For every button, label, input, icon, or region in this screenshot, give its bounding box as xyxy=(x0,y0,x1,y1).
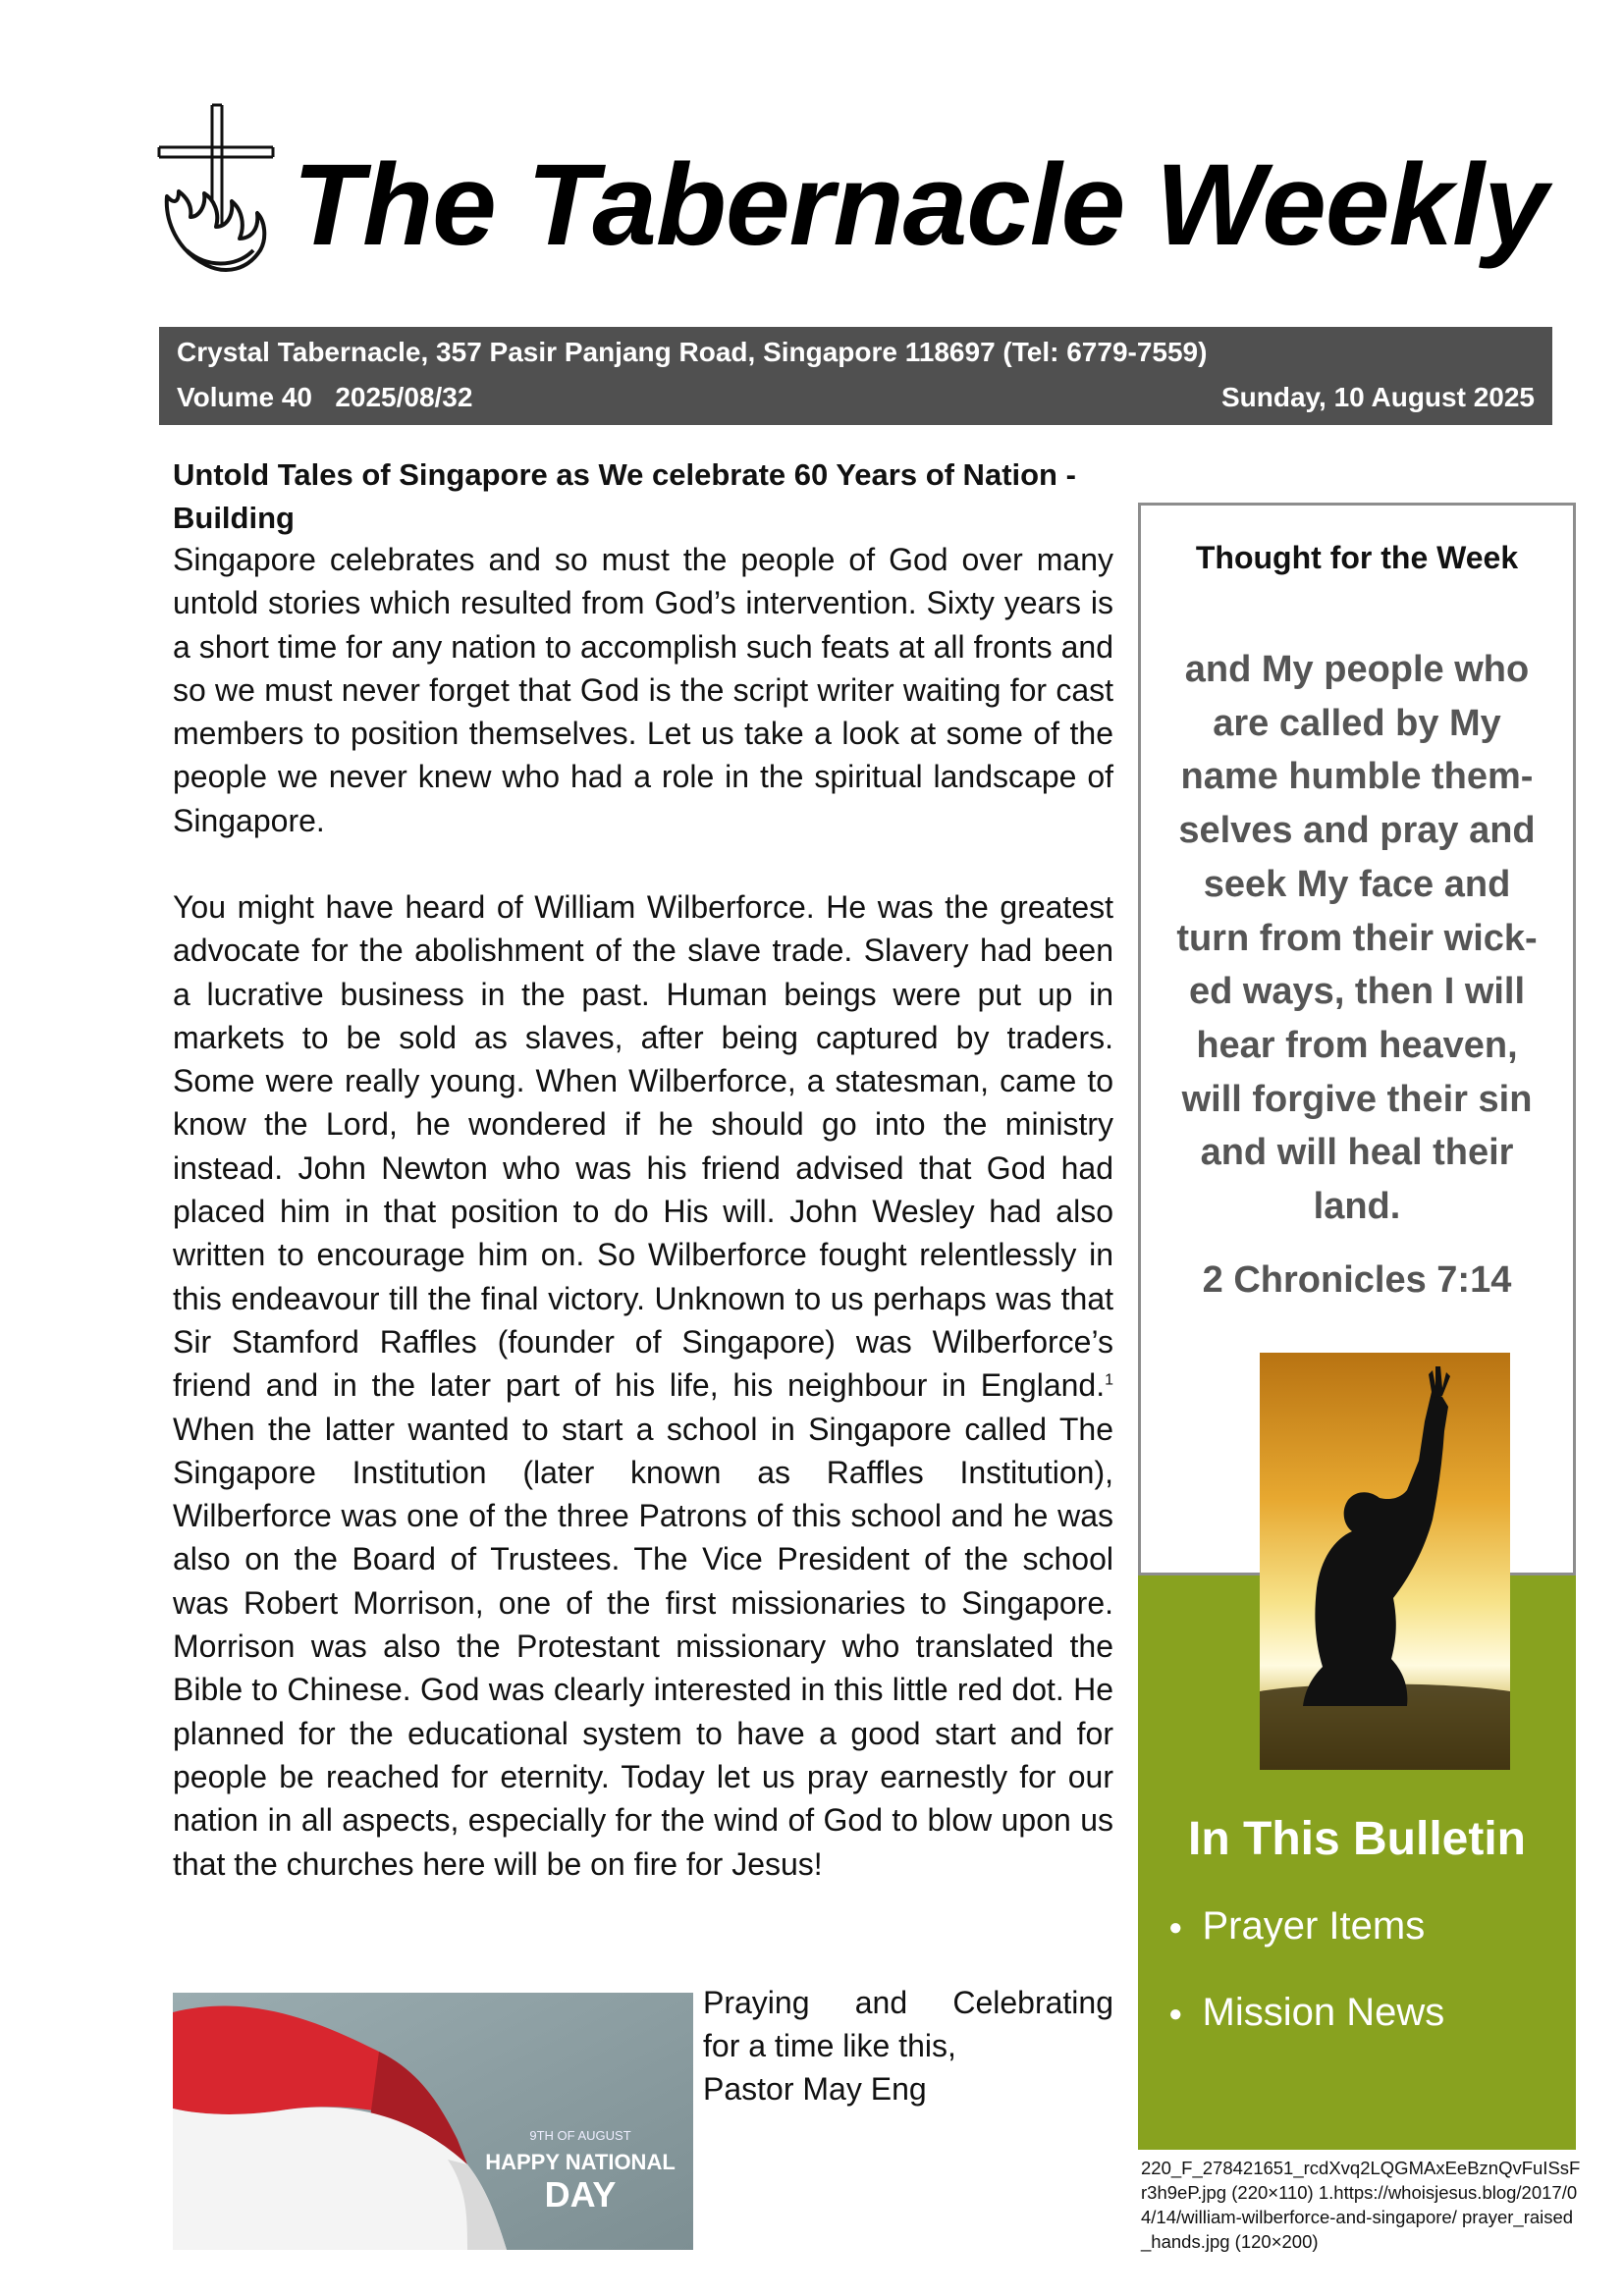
bulletin-item-mission[interactable] xyxy=(1168,1991,1444,2035)
bullet-icon: ● xyxy=(1168,1914,1183,1942)
bullet-icon: ● xyxy=(1168,2001,1183,2028)
verse-line: and My people who xyxy=(1184,649,1530,690)
signoff xyxy=(703,1981,1113,2110)
volume-issue: Volume 40 2025/08/32 xyxy=(177,382,473,412)
paragraph-2-part-a: You might have heard of William Wilberforce. He was the greatest advocate for the abolishment of the slave trade. Slavery had been a lucrative business in the past. Human beings were put up in markets to be sold as slaves, after being captured by traders. Some were really young. When Wilberforce, a statesman, came to know the Lord, he wondered if he should go into the ministry instead. John Newton who was his friend advised that God had placed him in that position to do His will. John Wesley had also written to encourage him on. So Wilberforce fought relentlessly in this endeavour till the final victory. Unknown to us perhaps was that Sir Stamford Raffles (founder of Singapore) was Wilberforce’s friend and in the later part of his life, his neighbour in England. xyxy=(173,889,1113,1404)
footnote-marker: 1 xyxy=(1105,1371,1113,1389)
newsletter-title: The Tabernacle Weekly xyxy=(293,140,1547,270)
verse-line: are called by My xyxy=(1213,702,1501,744)
verse-line: will forgive their sin xyxy=(1181,1078,1533,1120)
verse-line: name humble them- xyxy=(1180,756,1534,798)
article-paragraph-2 xyxy=(173,885,1113,1886)
bulletin-item-prayer[interactable] xyxy=(1168,1904,1425,1949)
verse-reference: 2 Chronicles 7:14 xyxy=(1202,1259,1512,1301)
verse-line: selves and pray and xyxy=(1178,810,1536,852)
verse-line: land. xyxy=(1313,1186,1401,1228)
article-paragraph-1: Singapore celebrates and so must the people of God over many untold stories which resulted from God’s intervention. Sixty years is a short time for any nation to accomplish such feats at all fronts and so we must never forget that God is the script writer waiting for cast members to position themselves. Let us take a look at some of the people we never knew who had a role in the spiritual landscape of Singapore. xyxy=(173,542,1113,838)
article-heading: Untold Tales of Singapore as We celebrate 60 Years of Nation -Building xyxy=(173,457,1076,535)
image-credits: 220_F_278421651_rcdXvq2LQGMAxEeBznQvFuISsFr3h9eP.jpg (220×110) 1.https://whoisjesus.blog/2017/04/14/william-wilberforce-and-singapore/ prayer_raised_hands.jpg (120×200) xyxy=(1141,2158,1581,2252)
verse-line: seek My face and xyxy=(1203,863,1511,905)
cross-flame-logo-icon xyxy=(157,103,275,290)
national-day-flag-image xyxy=(173,1993,693,2250)
bulletin-heading: In This Bulletin xyxy=(1188,1813,1526,1865)
signoff-line-1: Praying and Celebrating xyxy=(703,1985,1113,2020)
thought-title: Thought for the Week xyxy=(1195,540,1519,575)
verse-line: turn from their wick- xyxy=(1176,917,1538,959)
flag-greeting-line-1: HAPPY NATIONAL xyxy=(485,2150,676,2174)
bulletin-item-label: Prayer Items xyxy=(1202,1904,1426,1948)
signoff-line-2: for a time like this, xyxy=(703,2028,956,2063)
verse-line: and will heal their xyxy=(1200,1132,1514,1174)
verse-line: hear from heaven, xyxy=(1196,1024,1518,1066)
thought-verse xyxy=(1151,643,1563,1234)
masthead-bar xyxy=(159,327,1552,425)
flag-greeting-line-2: DAY xyxy=(544,2174,617,2215)
praying-silhouette-image xyxy=(1260,1353,1510,1770)
flag-small-text: 9TH OF AUGUST xyxy=(529,2128,631,2143)
signoff-author: Pastor May Eng xyxy=(703,2071,927,2107)
bulletin-item-label: Mission News xyxy=(1202,1991,1445,2034)
issue-date: Sunday, 10 August 2025 xyxy=(1221,382,1535,412)
verse-line: ed ways, then I will xyxy=(1188,971,1526,1013)
church-address: Crystal Tabernacle, 357 Pasir Panjang Road, Singapore 118697 (Tel: 6779-7559) xyxy=(177,337,1208,367)
paragraph-2-part-b: When the latter wanted to start a school in Singapore called The Singapore Institution (later known as Raffles Institution), Wilberforce was one of the three Patrons of this school and he was also on the Board of Trustees. The Vice President of the school was Robert Morrison, one of the first missionaries to Singapore. Morrison was also the Protestant missionary who translated the Bible to Chinese. God was clearly interested in this little red dot. He planned for the educational system to have a good start and for people be reached for eternity. Today let us pray earnestly for our nation in all aspects, especially for the wind of God to blow upon us that the churches here will be on fire for Jesus! xyxy=(173,1411,1113,1882)
